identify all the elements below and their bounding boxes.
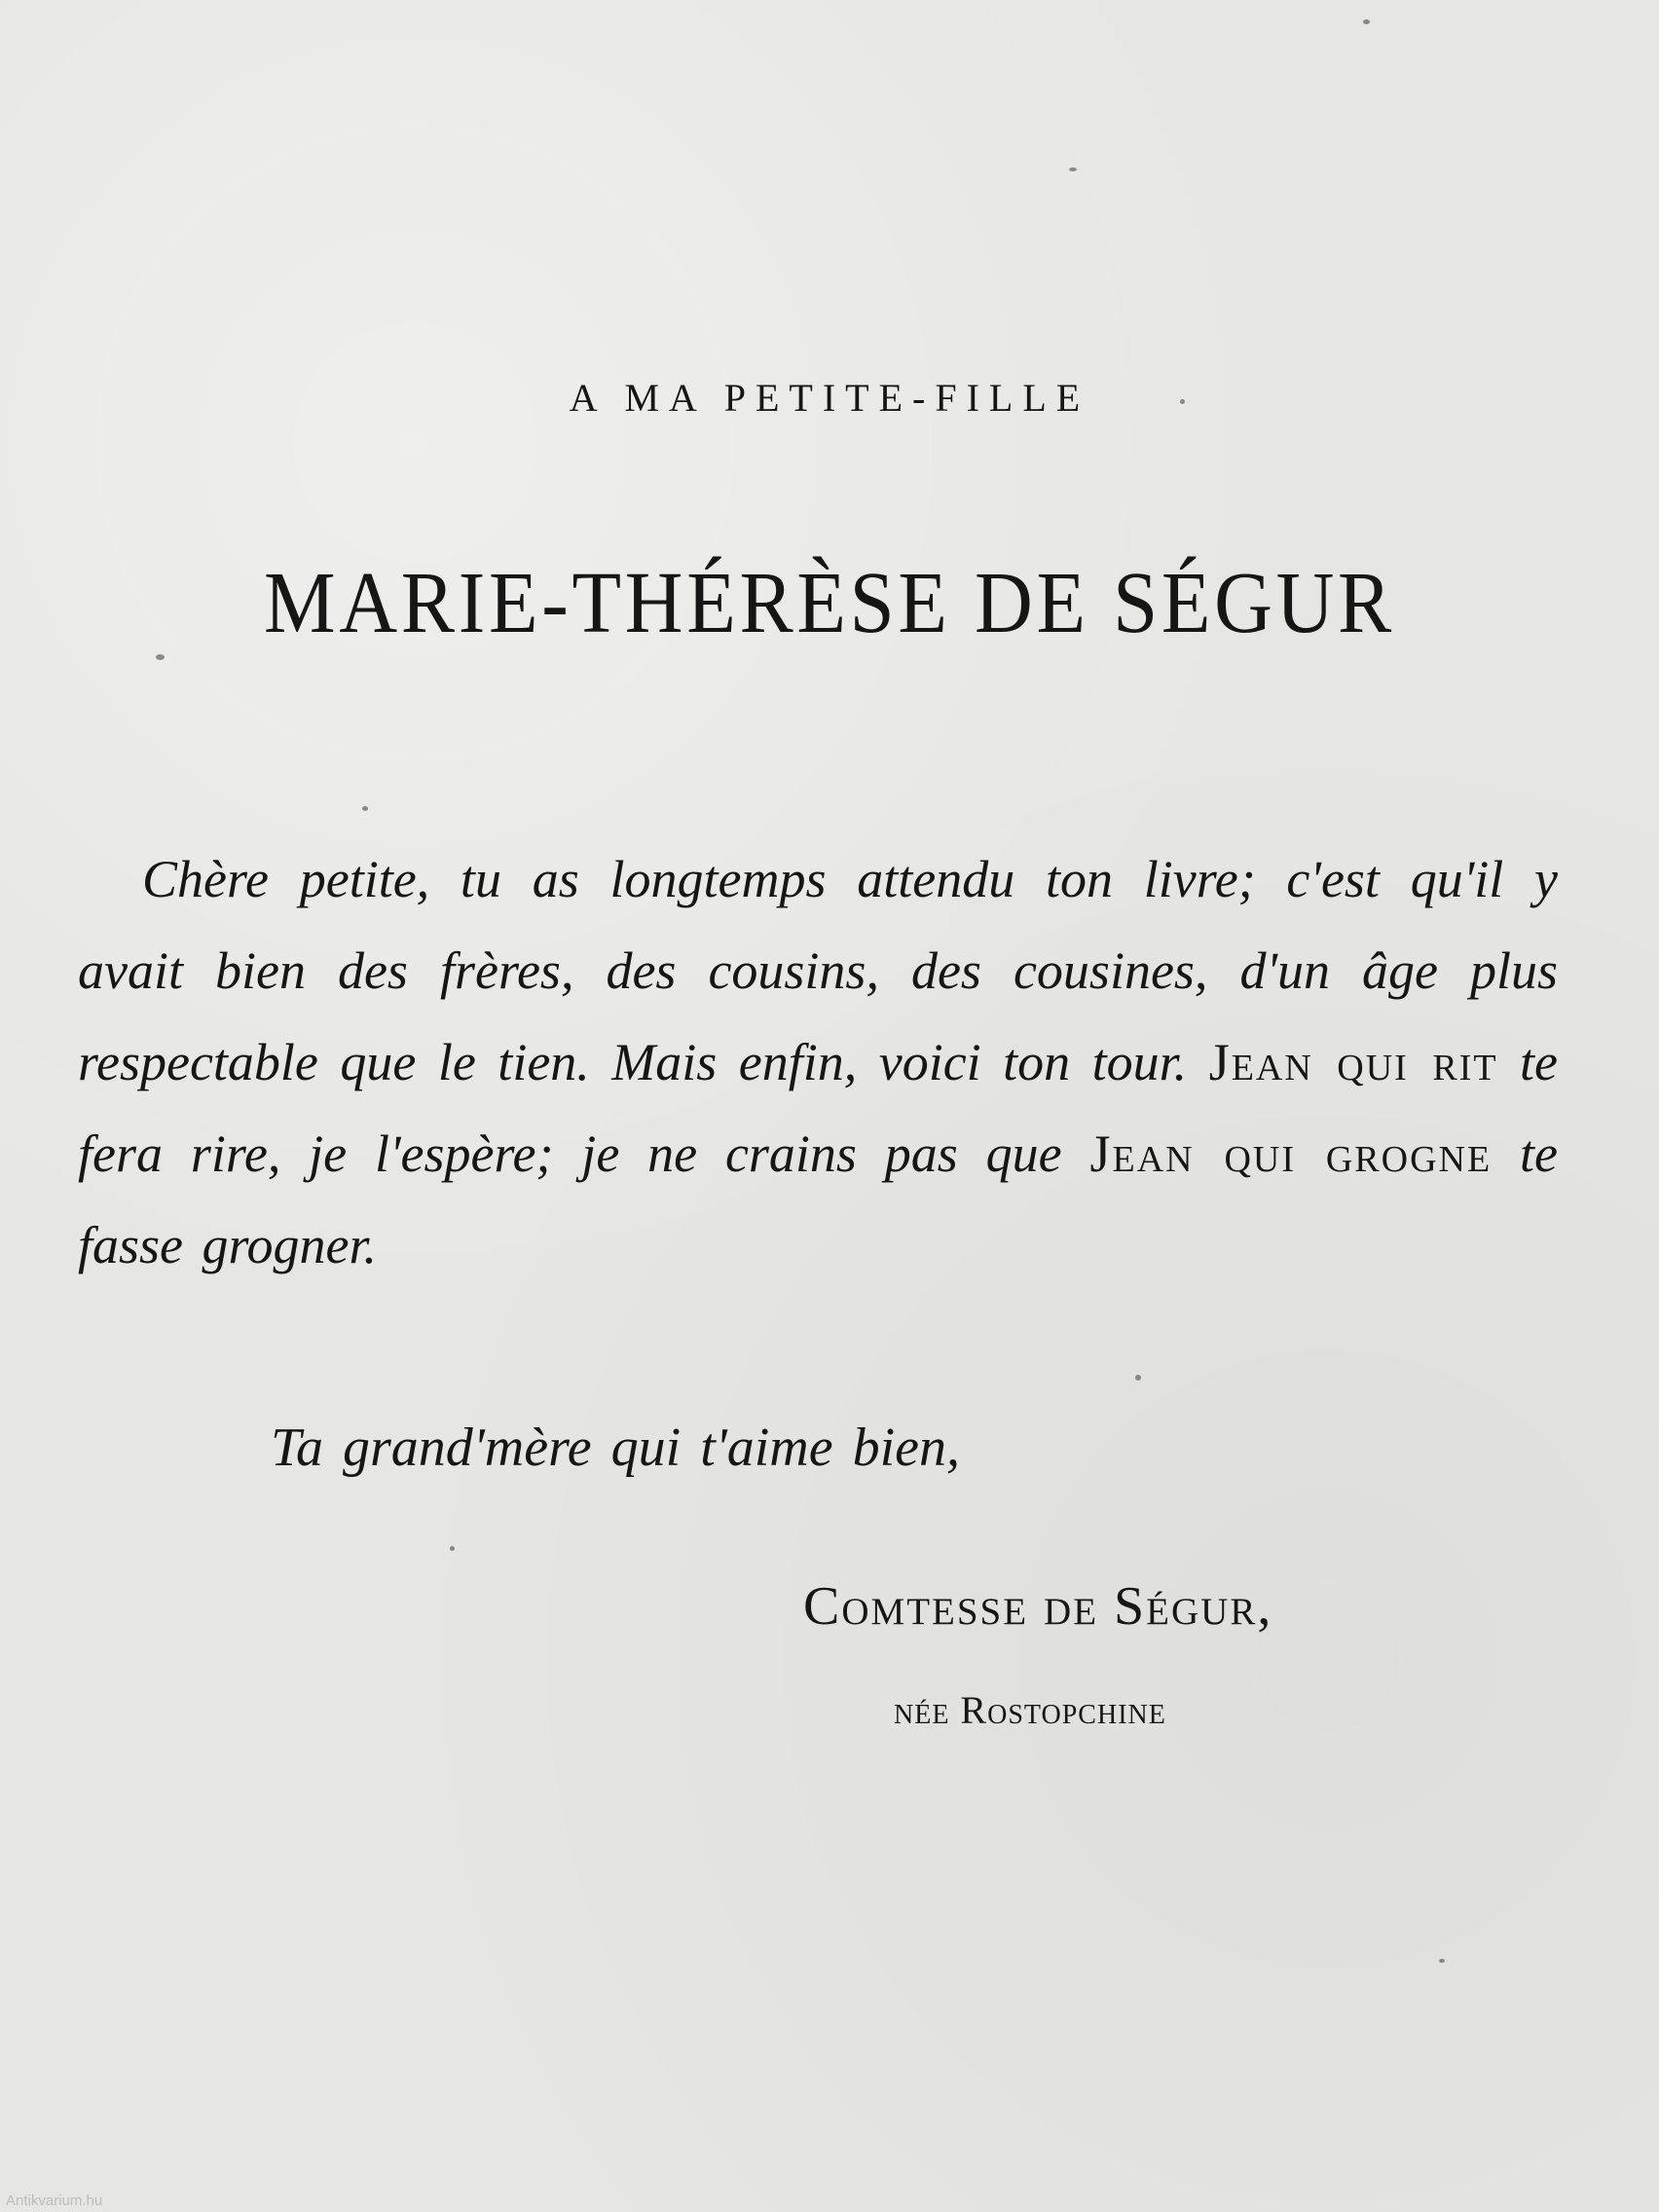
author-signature: Comtesse de Ségur, [803, 1576, 1273, 1637]
letter-text-part-1: Chère petite, tu as longtemps attendu ton livre; c'est qu'il y avait bien des frères, des cousins, des cousines, d'un âge plus respectable que le tien. Mais enfin, voici ton tour. [78, 850, 1558, 1091]
paper-speck [1069, 167, 1077, 171]
letter-text-part-2: te fera rire, je l'espère; je ne crains pas que [78, 1033, 1559, 1183]
letter-closing: Ta grand'mère qui t'aime bien, [271, 1418, 961, 1478]
dedicatee-name: MARIE-THÉRÈSE DE SÉGUR [264, 555, 1395, 651]
book-title-jean-qui-rit: Jean qui rit [1208, 1033, 1498, 1091]
paper-speck [156, 654, 165, 660]
watermark-text: Antikvarium.hu [6, 2193, 103, 2209]
dedication-line: A MA PETITE-FILLE [569, 376, 1090, 420]
paper-speck [1439, 1959, 1445, 1963]
paper-speck [450, 1546, 455, 1551]
author-maiden-name: née Rostopchine [894, 1688, 1166, 1732]
paper-speck [362, 806, 368, 811]
book-title-jean-qui-grogne: Jean qui grogne [1089, 1124, 1493, 1183]
dedication-letter [78, 833, 1558, 1291]
paper-speck [1135, 1375, 1141, 1381]
letter-text-part-3: te fasse grogner. [78, 1124, 1559, 1274]
paper-speck [1180, 399, 1185, 404]
paper-speck [1363, 19, 1370, 24]
